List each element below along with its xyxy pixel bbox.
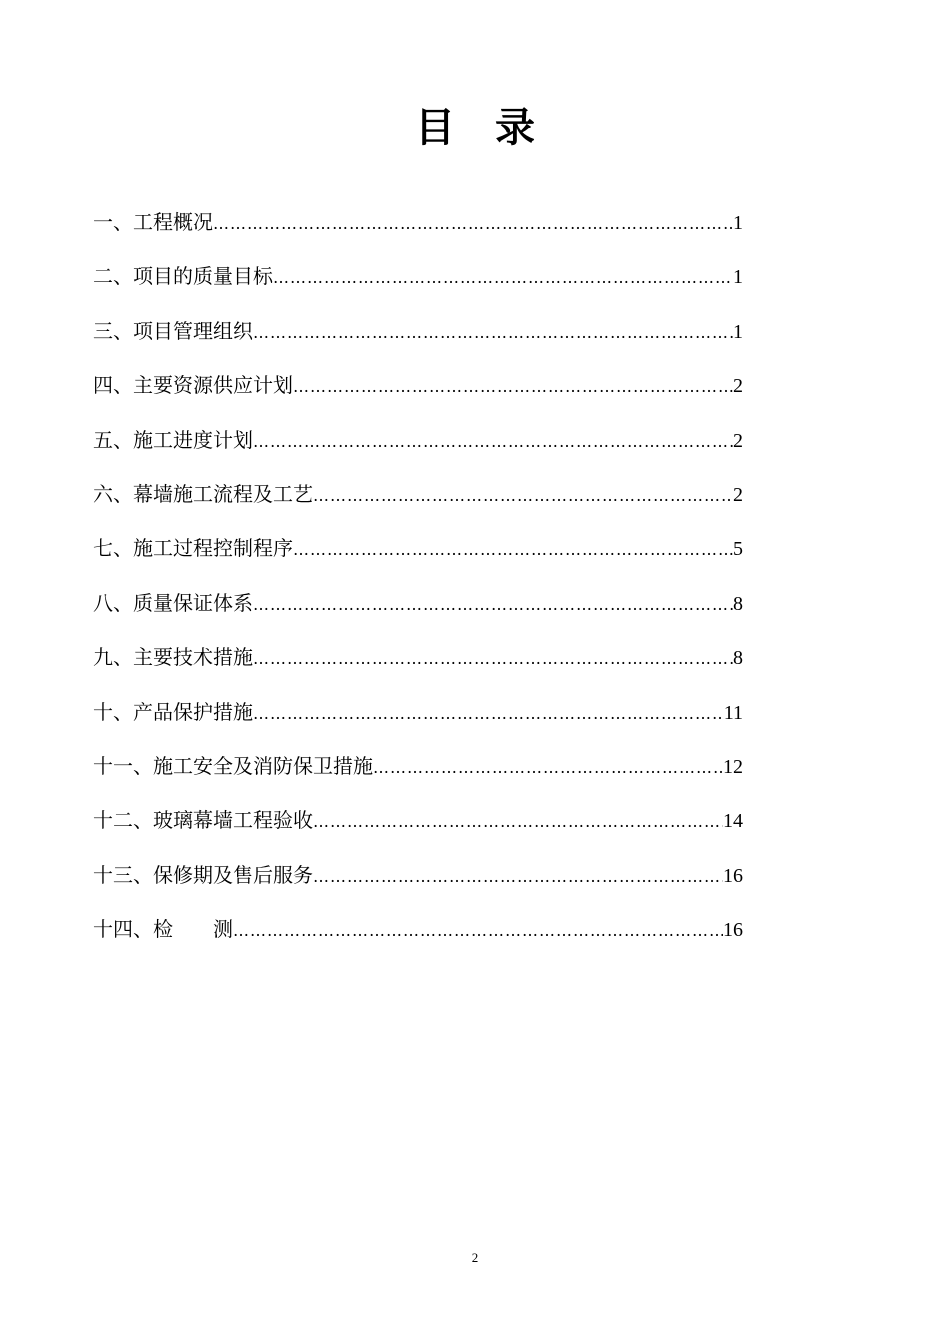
toc-entry[interactable] bbox=[93, 907, 743, 961]
toc-entry[interactable] bbox=[93, 798, 743, 852]
toc-dot-leader bbox=[253, 692, 724, 736]
toc-entry-page: 1 bbox=[733, 212, 743, 234]
toc-entry[interactable] bbox=[93, 472, 743, 526]
toc-entry-label: 十、产品保护措施 bbox=[93, 699, 253, 724]
toc-dot-leader bbox=[253, 637, 733, 681]
toc-entry[interactable] bbox=[93, 200, 743, 254]
toc-entry-label: 十三、保修期及售后服务 bbox=[93, 862, 313, 887]
toc-entry[interactable] bbox=[93, 744, 743, 798]
toc-entry-page: 2 bbox=[733, 483, 743, 506]
toc-dot-leader bbox=[313, 855, 723, 899]
toc-entry[interactable] bbox=[93, 581, 743, 635]
toc-entry-page: 11 bbox=[723, 701, 743, 724]
toc-entry-page: 2 bbox=[733, 429, 743, 452]
toc-dot-leader bbox=[253, 311, 733, 355]
toc-entry-label: 十一、施工安全及消防保卫措施 bbox=[93, 753, 373, 778]
toc-entry-page: 14 bbox=[723, 810, 743, 833]
toc-entry-label: 八、质量保证体系 bbox=[93, 590, 253, 615]
toc-dot-leader bbox=[213, 202, 733, 246]
toc-entry-page: 12 bbox=[723, 755, 743, 778]
toc-entry-label: 十二、玻璃幕墙工程验收 bbox=[93, 808, 313, 833]
toc-entry[interactable] bbox=[93, 418, 743, 472]
page-title: 目录 bbox=[415, 104, 575, 151]
toc-entry-label: 三、项目管理组织 bbox=[93, 318, 253, 343]
toc-dot-leader bbox=[253, 583, 733, 627]
toc-dot-leader bbox=[253, 420, 733, 464]
toc-entry-page: 8 bbox=[733, 647, 743, 670]
toc-entry-label: 七、施工过程控制程序 bbox=[93, 536, 293, 561]
toc-entry[interactable] bbox=[93, 254, 743, 308]
toc-entry-label: 六、幕墙施工流程及工艺 bbox=[93, 481, 313, 506]
toc-entry-page: 2 bbox=[733, 375, 743, 398]
toc-entry-page: 1 bbox=[733, 266, 743, 289]
toc-entry[interactable] bbox=[93, 853, 743, 907]
toc-entry-page: 5 bbox=[733, 538, 743, 561]
toc-entry-label: 十四、检 测 bbox=[93, 917, 233, 942]
toc-entry-label: 二、项目的质量目标 bbox=[93, 264, 273, 289]
toc-dot-leader bbox=[293, 528, 733, 572]
toc-entry-label: 九、主要技术措施 bbox=[93, 645, 253, 670]
toc-dot-leader bbox=[233, 909, 723, 953]
toc-dot-leader bbox=[293, 365, 733, 409]
toc-dot-leader bbox=[373, 746, 723, 790]
toc-dot-leader bbox=[313, 800, 723, 844]
toc-entry[interactable] bbox=[93, 363, 743, 417]
table-of-contents bbox=[93, 200, 743, 961]
toc-dot-leader bbox=[313, 474, 733, 518]
page-number: 2 bbox=[471, 1250, 479, 1265]
toc-entry-label: 一、工程概况 bbox=[93, 210, 213, 234]
toc-entry[interactable] bbox=[93, 309, 743, 363]
toc-entry[interactable] bbox=[93, 526, 743, 580]
toc-entry-page: 1 bbox=[733, 320, 743, 343]
toc-entry-label: 五、施工进度计划 bbox=[93, 427, 253, 452]
toc-entry[interactable] bbox=[93, 635, 743, 689]
toc-entry[interactable] bbox=[93, 690, 743, 744]
toc-entry-label: 四、主要资源供应计划 bbox=[93, 373, 293, 398]
toc-dot-leader bbox=[273, 256, 733, 300]
toc-entry-page: 8 bbox=[733, 592, 743, 615]
toc-entry-page: 16 bbox=[723, 919, 743, 942]
toc-entry-page: 16 bbox=[723, 864, 743, 887]
